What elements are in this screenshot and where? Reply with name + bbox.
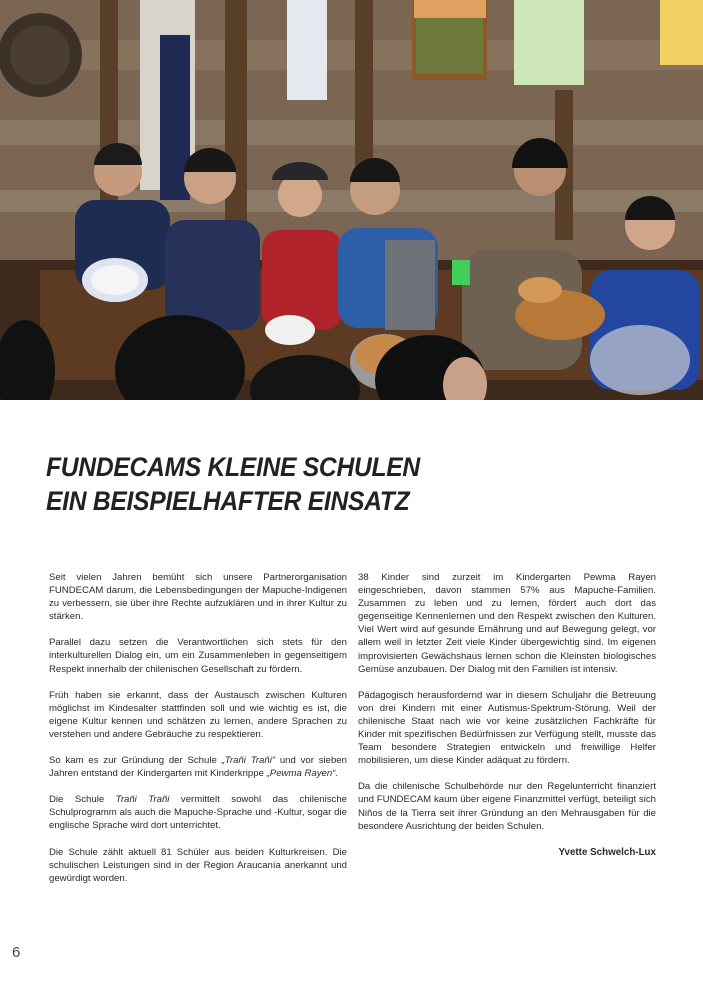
text: So kam es zur Gründung der Schule (49, 755, 222, 767)
paragraph: Seit vielen Jahren bemüht sich unsere Partnerorganisation FUNDECAM darum, die Lebensbedingungen der Mapuche-Indigenen zu verbessern, sie über ihre Rechte aufzuklären und in ihrer Kultur zu stärken. (49, 572, 347, 623)
right-column (358, 571, 656, 859)
author-name: Yvette Schwelch-Lux (558, 846, 656, 858)
children-at-table-photo-icon (0, 0, 703, 400)
paragraph: 38 Kinder sind zurzeit im Kindergarten Pewma Rayen eingeschrieben, davon stammen 57% aus Mapuche-Familien. Zusammen zu leben und zu lernen, fördert auch dort das gegenseitige Kennenlernen und den Respekt zwischen den Kulturen. Viel Wert wird auf gesunde Ernährung und auf Bewegung gelegt, vor allem weil in letzter Zeit viele Kinder übergewichtig sind. Im eigenen improvisierten Gewächshaus lernen schon die Kleinsten biologisches Gemüse anzubauen. Der Dialog mit den Familien ist intensiv. (358, 572, 656, 675)
text: Die Schule (49, 794, 116, 806)
school-name: Trañi Trañi (115, 794, 170, 806)
header-photo (0, 0, 703, 400)
kindergarten-name: „Pewma Rayen“ (266, 768, 336, 780)
text: und vor sieben Jahren entstand der Kindergarten mit Kinderkrippe (49, 755, 347, 780)
paragraph (49, 754, 347, 780)
paragraph: Da die chilenische Schulbehörde nur den Regelunterricht finanziert und FUNDECAM kaum über eigene Finanzmittel verfügt, beteiligt sich Niños de la Tierra seit ihrer Gründung an den Mehrausgaben für die besondere Ausrichtung der beiden Schulen. (358, 781, 656, 832)
paragraph: Pädagogisch herausfordernd war in diesem Schuljahr die Betreuung von drei Kindern mit einer Autismus-Spektrum-Störung. Weil der chilenische Staat nach wie vor keine zusätzlichen Fachkräfte für Kinder mit spezifischen Bedürfnissen zur Verfügung stellt, musste das Team besondere Strategien entwickeln und freiwillige Helfer mobilisieren, um diese Kinder adäquat zu fördern. (358, 689, 656, 767)
paragraph: Früh haben sie erkannt, dass der Austausch zwischen Kulturen möglichst im Kindesalter stattfinden soll und wie wichtig es ist, die eigene Kultur kennen und schätzen zu lernen, andere Sprachen zu verstehen und andere Gebräuche zu respektieren. (49, 689, 347, 740)
text: vermittelt sowohl das chilenische Schulprogramm als auch die Mapuche-Sprache und -Kultur, sogar die englische Sprache wird dort unterrichtet. (49, 794, 348, 832)
article-title-line-1: FUNDECAMS KLEINE SCHULEN (46, 452, 420, 482)
left-column (49, 571, 347, 898)
article-title (46, 450, 420, 518)
text: . (335, 768, 339, 780)
paragraph: Die Schule zählt aktuell 81 Schüler aus beiden Kulturkreisen. Die schulischen Leistungen sind in der Region Araucanía anerkannt und gewürdigt worden. (49, 846, 347, 884)
paragraph (49, 793, 347, 832)
school-name: „Trañi Trañi“ (221, 755, 276, 767)
page-number: 6 (12, 944, 21, 961)
article-title-line-2: EIN BEISPIELHAFTER EINSATZ (46, 486, 410, 516)
paragraph: Parallel dazu setzen die Verantwortlichen sich stets für den interkulturellen Dialog ein, um ein Zusammenleben in gegenseitigem Respekt innerhalb der chilenischen Gesellschaft zu fördern. (49, 637, 347, 675)
